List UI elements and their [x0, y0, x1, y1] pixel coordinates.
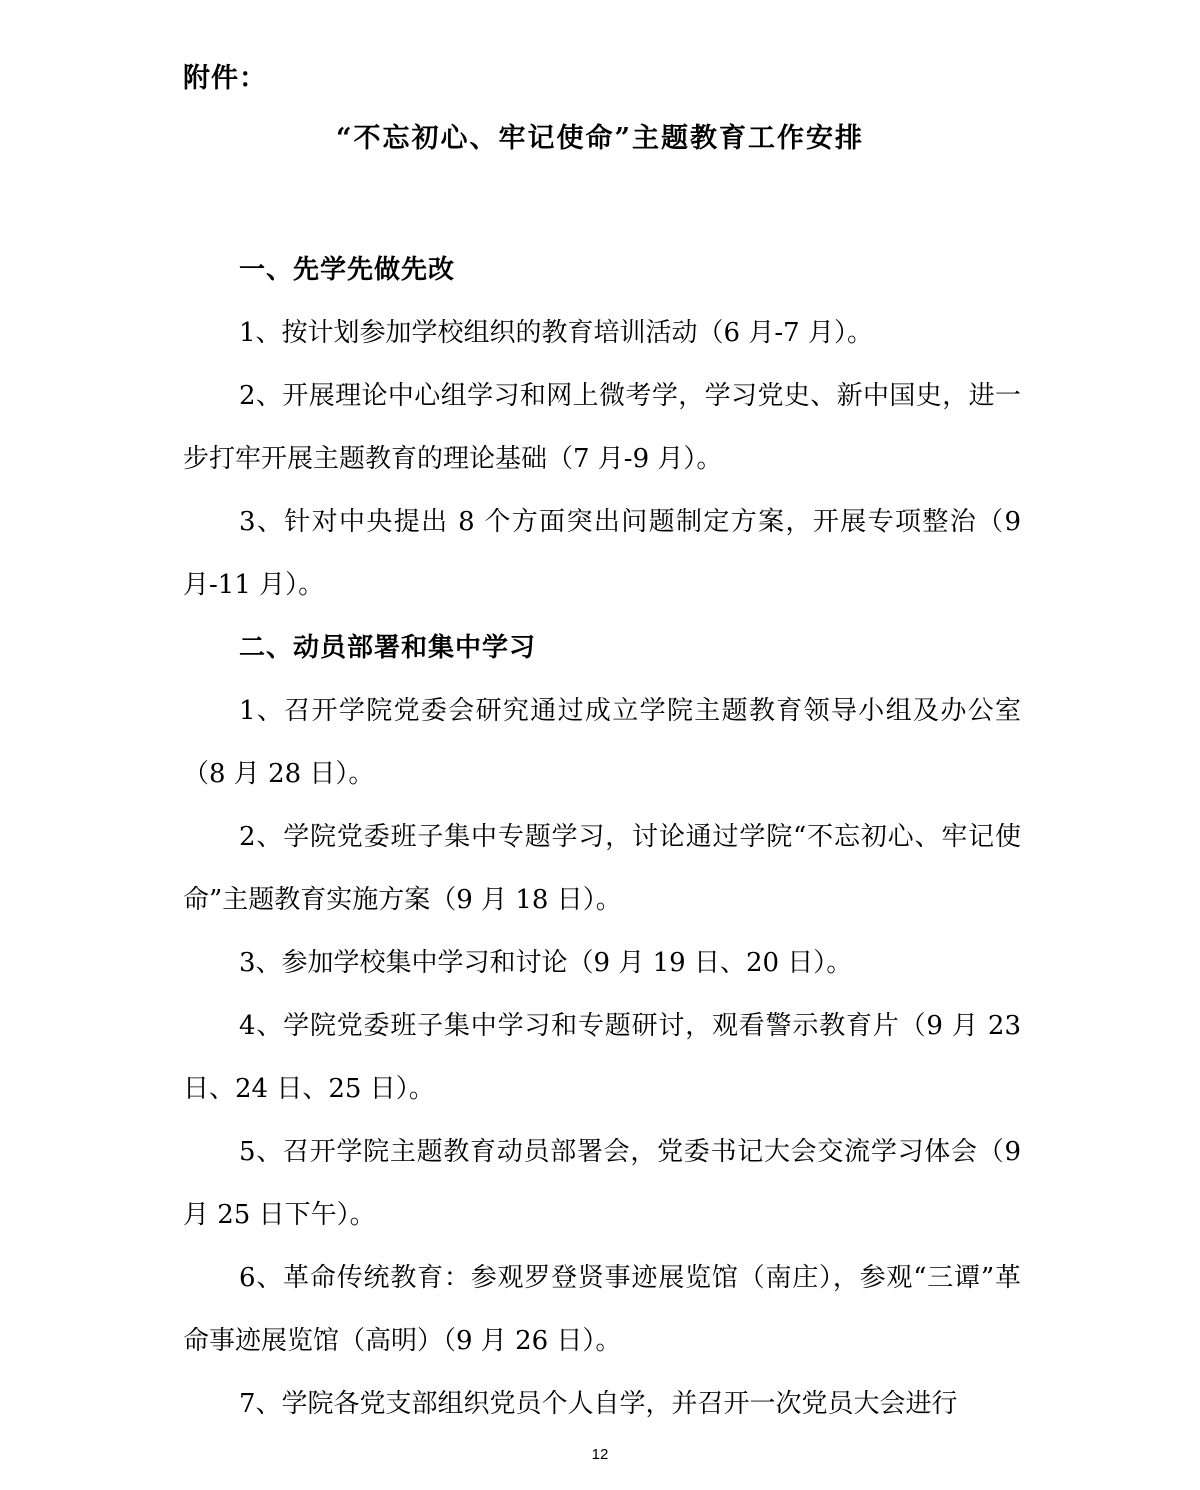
list-item: 7、学院各党支部组织党员个人自学，并召开一次党员大会进行: [239, 1389, 958, 1419]
list-item: 6、革命传统教育：参观罗登贤事迹展览馆（南庄），参观“三谭”革命事迹展览馆（高明）（9 月 26 日）。: [183, 1263, 1021, 1356]
attachment-label: 附件：: [183, 63, 267, 94]
section-heading: 一、先学先做先改: [239, 255, 456, 285]
list-item: 2、开展理论中心组学习和网上微考学，学习党史、新中国史，进一步打牢开展主题教育的理论基础（7 月-9 月）。: [183, 381, 1021, 474]
page-number: 12: [591, 1446, 609, 1463]
document-body: [183, 239, 1021, 1436]
list-item: 3、参加学校集中学习和讨论（9 月 19 日、20 日）。: [239, 948, 853, 978]
section-heading: 二、动员部署和集中学习: [239, 633, 537, 663]
list-item: 4、学院党委班子集中学习和专题研讨，观看警示教育片（9 月 23 日、24 日、25 日）。: [183, 1011, 1021, 1104]
document-title: “不忘初心、牢记使命”主题教育工作安排: [335, 123, 865, 154]
list-item: 3、针对中央提出 8 个方面突出问题制定方案，开展专项整治（9 月-11 月）。: [183, 507, 1021, 600]
list-item: 1、召开学院党委会研究通过成立学院主题教育领导小组及办公室（8 月 28 日）。: [183, 696, 1021, 789]
list-item: 5、召开学院主题教育动员部署会，党委书记大会交流学习体会（9 月 25 日下午）。: [183, 1137, 1021, 1230]
list-item: 2、学院党委班子集中专题学习，讨论通过学院“不忘初心、牢记使命”主题教育实施方案（9 月 18 日）。: [183, 822, 1021, 915]
list-item: 1、按计划参加学校组织的教育培训活动（6 月-7 月）。: [239, 318, 873, 348]
